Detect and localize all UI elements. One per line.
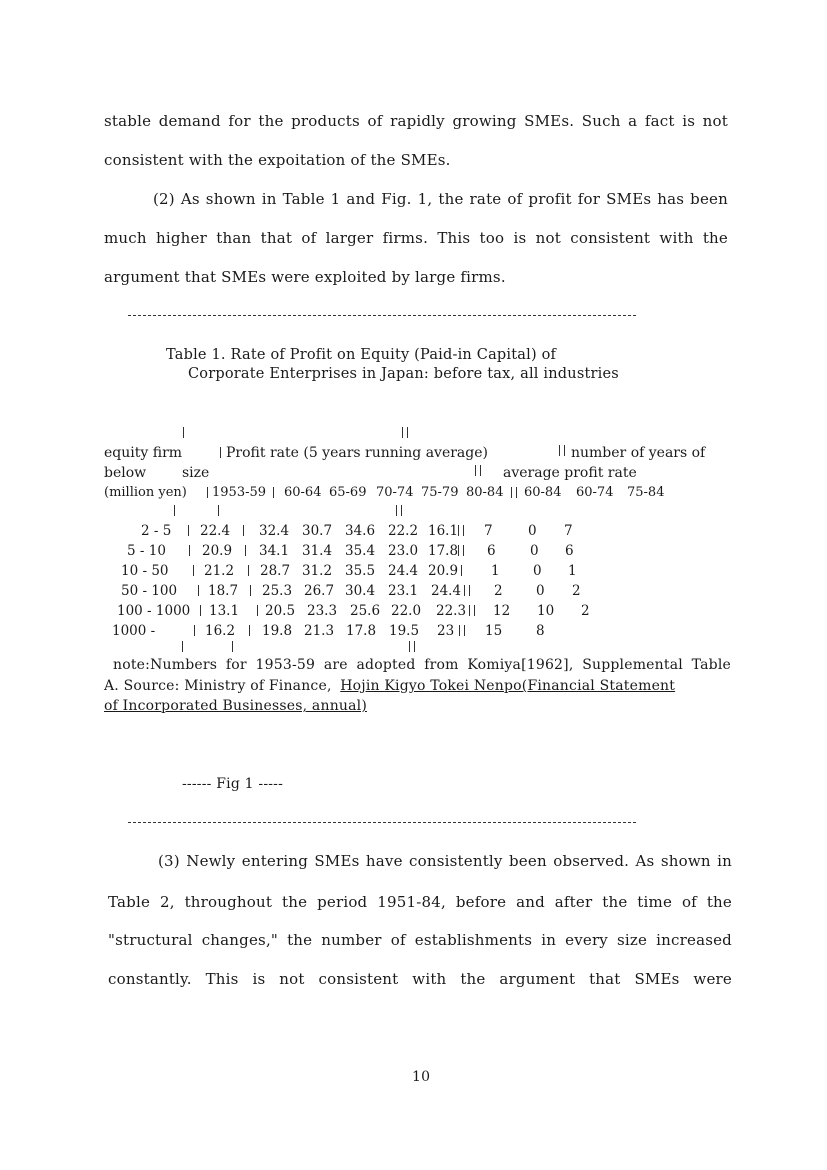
column-rule (189, 545, 190, 556)
row-value: 17.8 (428, 543, 459, 559)
row-size: 100 - 1000 (117, 603, 191, 619)
table-source (104, 678, 675, 694)
table-note: note:Numbers for 1953-59 are adopted from Komiya[1962], Supplemental Table (113, 657, 731, 673)
column-rule (245, 545, 246, 556)
row-value: 24.4 (388, 563, 419, 579)
row-size: 2 - 5 (141, 523, 172, 539)
row-value: 31.4 (302, 543, 333, 559)
column-rule (207, 487, 208, 498)
body-text-line: Table 2, throughout the period 1951-84, before and after the time of the (108, 893, 732, 911)
table-title: Table 1. Rate of Profit on Equity (Paid-in Capital) of (166, 347, 557, 363)
header-period: 70-74 (376, 485, 414, 500)
column-rule-double (396, 505, 402, 516)
header-count-period: 60-84 (524, 485, 562, 500)
row-value: 20.9 (202, 543, 233, 559)
column-rule (182, 641, 183, 652)
row-count: 6 (565, 543, 574, 559)
row-count: 10 (537, 603, 555, 619)
row-count: 7 (564, 523, 573, 539)
row-value: 28.7 (260, 563, 291, 579)
row-count: 15 (485, 623, 503, 639)
dashed-separator (128, 315, 636, 316)
row-count: 1 (491, 563, 500, 579)
row-size: 1000 - (112, 623, 156, 639)
column-rule (250, 585, 251, 596)
column-rule (200, 605, 201, 616)
row-count: 8 (536, 623, 545, 639)
header-count-period: 75-84 (627, 485, 665, 500)
column-rule-double (469, 605, 475, 616)
column-rule (249, 625, 250, 636)
row-value: 30.4 (345, 583, 376, 599)
body-text-line: (2) As shown in Table 1 and Fig. 1, the rate of profit for SMEs has been (153, 190, 728, 208)
column-rule-double (458, 525, 464, 536)
row-size: 5 - 10 (127, 543, 166, 559)
column-rule-double (402, 427, 408, 438)
row-value: 30.7 (302, 523, 333, 539)
row-value: 16.2 (205, 623, 236, 639)
header-below: below (104, 465, 147, 481)
row-value: 17.8 (346, 623, 377, 639)
row-value: 21.2 (204, 563, 235, 579)
column-rule-double (475, 465, 481, 476)
row-value: 34.1 (259, 543, 290, 559)
row-count: 0 (528, 523, 537, 539)
column-rule-double (511, 487, 517, 498)
row-value: 23.3 (307, 603, 338, 619)
column-rule (273, 487, 274, 498)
header-period: 65-69 (329, 485, 367, 500)
column-rule-double (458, 545, 464, 556)
body-text-line: stable demand for the products of rapidly growing SMEs. Such a fact is not (104, 112, 728, 130)
page-number: 10 (412, 1069, 431, 1085)
body-text-line: much higher than that of larger firms. This too is not consistent with the (104, 229, 728, 247)
row-value: 22.4 (200, 523, 231, 539)
row-value: 31.2 (302, 563, 333, 579)
header-period: 60-64 (284, 485, 322, 500)
column-rule (218, 505, 219, 516)
row-value: 22.2 (388, 523, 419, 539)
source-title-line-2: of Incorporated Businesses, annual) (104, 698, 368, 714)
row-count: 6 (487, 543, 496, 559)
column-rule (198, 585, 199, 596)
row-count: 2 (572, 583, 581, 599)
row-value: 26.7 (304, 583, 335, 599)
row-count: 0 (530, 543, 539, 559)
column-rule (232, 641, 233, 652)
dashed-separator (128, 822, 636, 823)
header-average-profit-rate: average profit rate (503, 465, 637, 481)
source-label: A. Source: Ministry of Finance, (104, 678, 332, 694)
row-size: 10 - 50 (121, 563, 169, 579)
column-rule-double (459, 625, 465, 636)
row-count: 2 (581, 603, 590, 619)
column-rule (188, 525, 189, 536)
body-text-line: argument that SMEs were exploited by large firms. (104, 268, 506, 286)
row-value: 23.1 (388, 583, 419, 599)
body-text-line: consistent with the expoitation of the SMEs. (104, 151, 451, 169)
row-count: 0 (533, 563, 542, 579)
row-value: 35.5 (345, 563, 376, 579)
column-rule-double (409, 641, 415, 652)
row-value: 18.7 (208, 583, 239, 599)
body-text-line: "structural changes," the number of establishments in every size increased (108, 931, 732, 949)
row-value: 25.3 (262, 583, 293, 599)
header-period: 80-84 (466, 485, 504, 500)
header-equity-firm: equity firm (104, 445, 183, 461)
row-value: 19.8 (262, 623, 293, 639)
column-rule (194, 625, 195, 636)
source-title: Hojin Kigyo Tokei Nenpo(Financial Statement (340, 678, 676, 694)
column-rule (220, 447, 221, 458)
row-value: 13.1 (209, 603, 240, 619)
column-rule (183, 427, 184, 438)
figure-placeholder-label: ------ Fig 1 ----- (182, 776, 284, 792)
row-count: 7 (484, 523, 493, 539)
header-count-period: 60-74 (576, 485, 614, 500)
row-value: 20.9 (428, 563, 459, 579)
row-value: 22.0 (391, 603, 422, 619)
column-rule (174, 505, 175, 516)
row-count: 12 (493, 603, 511, 619)
column-rule (193, 565, 194, 576)
row-value: 23.0 (388, 543, 419, 559)
row-value: 24.4 (431, 583, 462, 599)
row-value: 23 (437, 623, 455, 639)
row-count: 1 (568, 563, 577, 579)
header-profit-rate: Profit rate (5 years running average) (226, 445, 488, 461)
row-size: 50 - 100 (121, 583, 178, 599)
header-million-yen: (million yen) (104, 485, 187, 500)
row-count: 0 (536, 583, 545, 599)
row-value: 35.4 (345, 543, 376, 559)
column-rule (461, 565, 462, 576)
row-value: 22.3 (436, 603, 467, 619)
column-rule-double (464, 585, 470, 596)
header-number-of-years: number of years of (571, 445, 706, 461)
row-value: 34.6 (345, 523, 376, 539)
column-rule (257, 605, 258, 616)
column-rule (243, 525, 244, 536)
body-text-line: constantly. This is not consistent with the argument that SMEs were (108, 970, 732, 988)
table-title-line-2: Corporate Enterprises in Japan: before tax, all industries (188, 366, 619, 382)
row-count: 2 (494, 583, 503, 599)
column-rule-double (559, 445, 565, 456)
row-value: 20.5 (265, 603, 296, 619)
header-period: 75-79 (421, 485, 459, 500)
header-size: size (182, 465, 210, 481)
row-value: 25.6 (350, 603, 381, 619)
column-rule (248, 565, 249, 576)
row-value: 19.5 (389, 623, 420, 639)
row-value: 16.1 (428, 523, 459, 539)
body-text-line: (3) Newly entering SMEs have consistently been observed. As shown in (158, 852, 732, 870)
row-value: 32.4 (259, 523, 290, 539)
header-period: 1953-59 (212, 485, 267, 500)
row-value: 21.3 (304, 623, 335, 639)
